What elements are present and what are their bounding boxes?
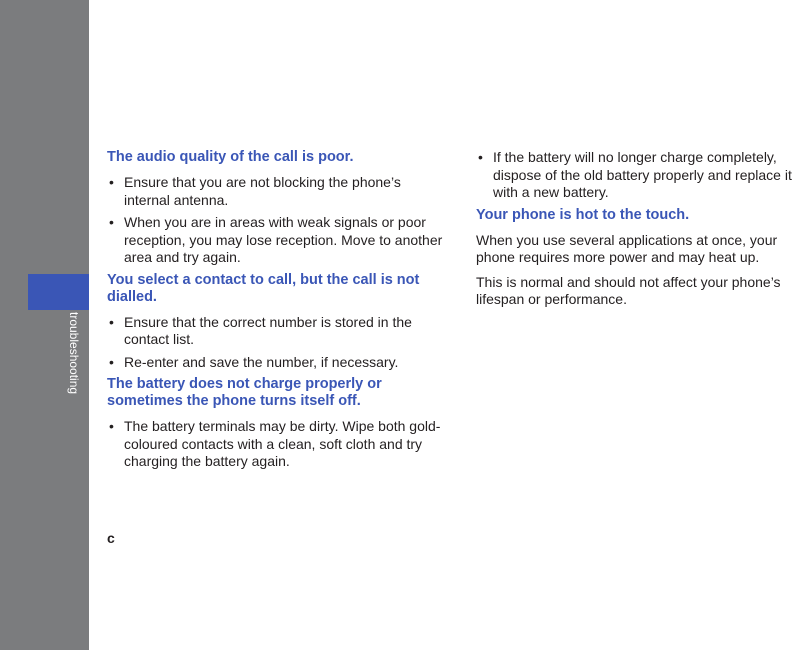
bullet-list <box>107 174 443 267</box>
bullet-item: • Ensure that you are not blocking the phone’s internal antenna. <box>109 174 401 208</box>
right-column <box>476 149 804 316</box>
section-heading: The audio quality of the call is poor. <box>107 149 354 165</box>
left-column <box>107 149 443 476</box>
bullet-item: • The battery terminals may be dirty. Wipe both gold-coloured contacts with a clean, soft cloth and try charging the battery again. <box>109 418 441 469</box>
bullet-item: • Ensure that the correct number is stored in the contact list. <box>109 313 412 347</box>
section-heading: The battery does not charge properly or sometimes the phone turns itself off. <box>107 376 382 409</box>
section-audio-quality <box>107 149 443 267</box>
section-battery-charging <box>107 376 443 471</box>
section-phone-hot <box>476 207 804 309</box>
section-label: troubleshooting <box>67 312 81 395</box>
section-heading: Your phone is hot to the touch. <box>476 206 690 223</box>
bullet-list <box>476 149 804 202</box>
bullet-icon: • <box>109 418 114 434</box>
sidebar <box>0 0 89 650</box>
section-heading: You select a contact to call, but the call is not dialled. <box>107 271 420 305</box>
bullet-icon: • <box>109 353 114 370</box>
section-tab-marker <box>28 274 89 310</box>
page-number: c <box>107 530 115 546</box>
bullet-item: • Re-enter and save the number, if necessary. <box>109 353 399 370</box>
paragraph: This is normal and should not affect your phone’s lifespan or performance. <box>476 273 781 307</box>
bullet-icon: • <box>109 214 114 230</box>
bullet-icon: • <box>109 174 114 190</box>
bullet-icon: • <box>478 149 483 165</box>
section-call-not-dialled <box>107 272 443 372</box>
paragraph: When you use several applications at once, your phone requires more power and may heat up. <box>476 231 778 265</box>
bullet-list <box>107 314 443 372</box>
bullet-list <box>107 418 443 471</box>
bullet-item: • If the battery will no longer charge completely, dispose of the old battery properly and replace it with a new battery. <box>478 149 792 200</box>
bullet-item: • When you are in areas with weak signals or poor reception, you may lose reception. Move to another area and try again. <box>109 214 443 265</box>
bullet-icon: • <box>109 313 114 330</box>
